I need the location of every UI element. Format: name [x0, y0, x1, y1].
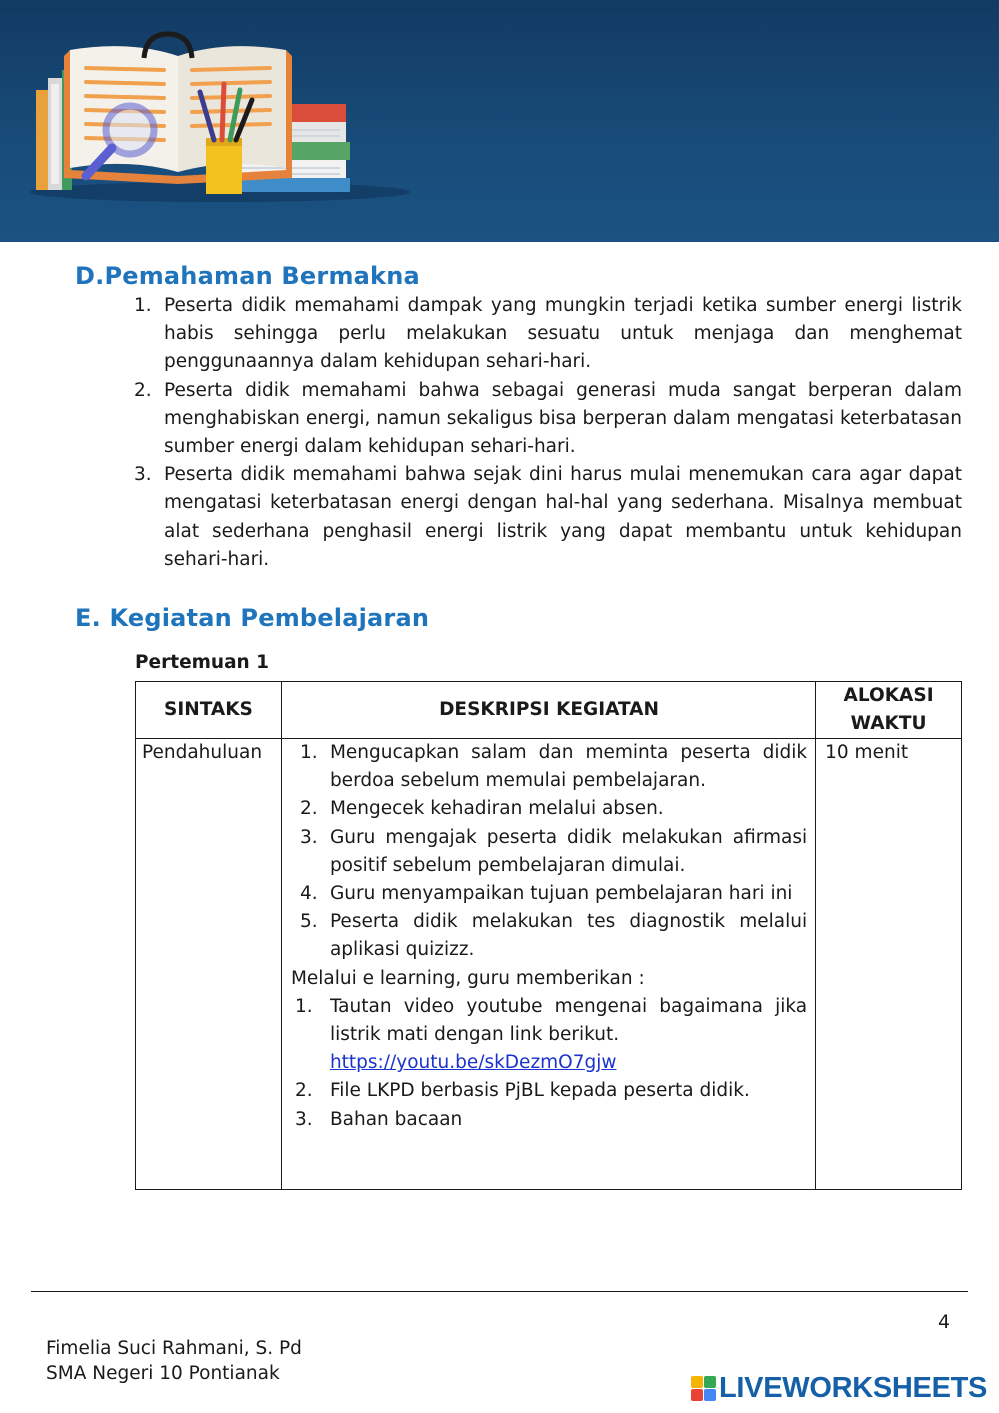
books-magnifier-pencils-illustration [0, 0, 999, 242]
activity-table [135, 681, 962, 1190]
list-item-number: 3. [299, 826, 318, 848]
list-item [291, 1077, 807, 1105]
header-banner [0, 0, 999, 242]
brand-text: LIVEWORKSHEETS [719, 1371, 988, 1404]
list-item [291, 795, 807, 823]
list-item-text: Guru mengajak peserta didik melakukan afirmasi positif sebelum pembelajaran dimulai. [329, 826, 808, 876]
list-item-number: 2. [134, 379, 152, 401]
list-item-text: Peserta didik melakukan tes diagnostik melalui aplikasi quizizz. [329, 911, 808, 961]
list-item-text: Mengucapkan salam dan meminta peserta didik berdoa sebelum memulai pembelajaran. [329, 742, 808, 792]
list-item [134, 461, 962, 574]
section-d-title: D.Pemahaman Bermakna [75, 262, 420, 290]
header-deskripsi: DESKRIPSI KEGIATAN [281, 682, 815, 739]
list-item-number: 2. [294, 1080, 313, 1102]
cell-alokasi: 10 menit [816, 739, 962, 1190]
list-item-text: Peserta didik memahami bahwa sejak dini harus mulai menemukan cara agar dapat mengatasi keterbatasan energi dengan hal-hal yang sederhana. Misalnya membuat alat sederhana penghasil energi listrik yang dapat membantu untuk kehidupan sehari-hari. [164, 464, 962, 570]
list-item [134, 377, 962, 462]
table-row [136, 739, 962, 1190]
liveworksheets-logo-icon [691, 1376, 715, 1400]
school-name: SMA Negeri 10 Pontianak [46, 1363, 280, 1384]
meeting-subtitle: Pertemuan 1 [135, 652, 270, 673]
list-item-number: 1. [294, 995, 313, 1017]
author-block [46, 1336, 302, 1386]
list-item-number: 2. [299, 798, 318, 820]
liveworksheets-brand[interactable] [691, 1372, 987, 1404]
list-item [291, 880, 807, 908]
footer-divider [31, 1291, 968, 1292]
list-item [291, 1106, 807, 1134]
list-item-text: Peserta didik memahami bahwa sebagai generasi muda sangat berperan dalam menghabiskan energi, namun sekaligus bisa berperan dalam mengatasi keterbatasan sumber energi dalam kehidupan sehari-hari. [164, 379, 962, 458]
list-item-number: 5. [299, 911, 318, 933]
list-item [291, 739, 807, 795]
list-item [291, 908, 807, 964]
list-item [134, 292, 962, 377]
cell-sintaks: Pendahuluan [136, 739, 282, 1190]
list-item-text: Peserta didik memahami dampak yang mungkin terjadi ketika sumber energi listrik habis sehingga perlu melakukan sesuatu untuk menjaga dan menghemat penggunaannya dalam kehidupan sehari-hari. [164, 295, 962, 373]
section-d-list [134, 292, 962, 574]
list-item [291, 824, 807, 880]
table-header-row [136, 682, 962, 739]
author-name: Fimelia Suci Rahmani, S. Pd [46, 1338, 302, 1359]
elearning-list [291, 993, 807, 1134]
list-item-number: 1. [299, 742, 318, 763]
list-item-number: 4. [299, 883, 318, 905]
section-e-title: E. Kegiatan Pembelajaran [75, 604, 430, 632]
page-number: 4 [938, 1311, 951, 1333]
list-item [291, 993, 807, 1078]
list-item-text: File LKPD berbasis PjBL kepada peserta didik. [329, 1080, 750, 1102]
list-item-text: Mengecek kehadiran melalui absen. [329, 798, 664, 820]
list-item-number: 1. [134, 295, 152, 316]
cell-deskripsi [281, 739, 815, 1190]
list-item-number: 3. [294, 1108, 313, 1130]
youtube-link[interactable]: https://youtu.be/skDezmO7gjw [329, 1052, 617, 1074]
header-sintaks: SINTAKS [136, 682, 282, 739]
activity-steps [291, 739, 807, 965]
list-item-text: Tautan video youtube mengenai bagaimana jika listrik mati dengan link berikut. [329, 995, 808, 1046]
list-item-text: Bahan bacaan [329, 1108, 463, 1130]
header-alokasi: ALOKASI WAKTU [816, 682, 962, 739]
elearning-intro: Melalui e learning, guru memberikan : [290, 967, 645, 989]
list-item-number: 3. [134, 464, 152, 486]
list-item-text: Guru menyampaikan tujuan pembelajaran hari ini [329, 883, 793, 905]
